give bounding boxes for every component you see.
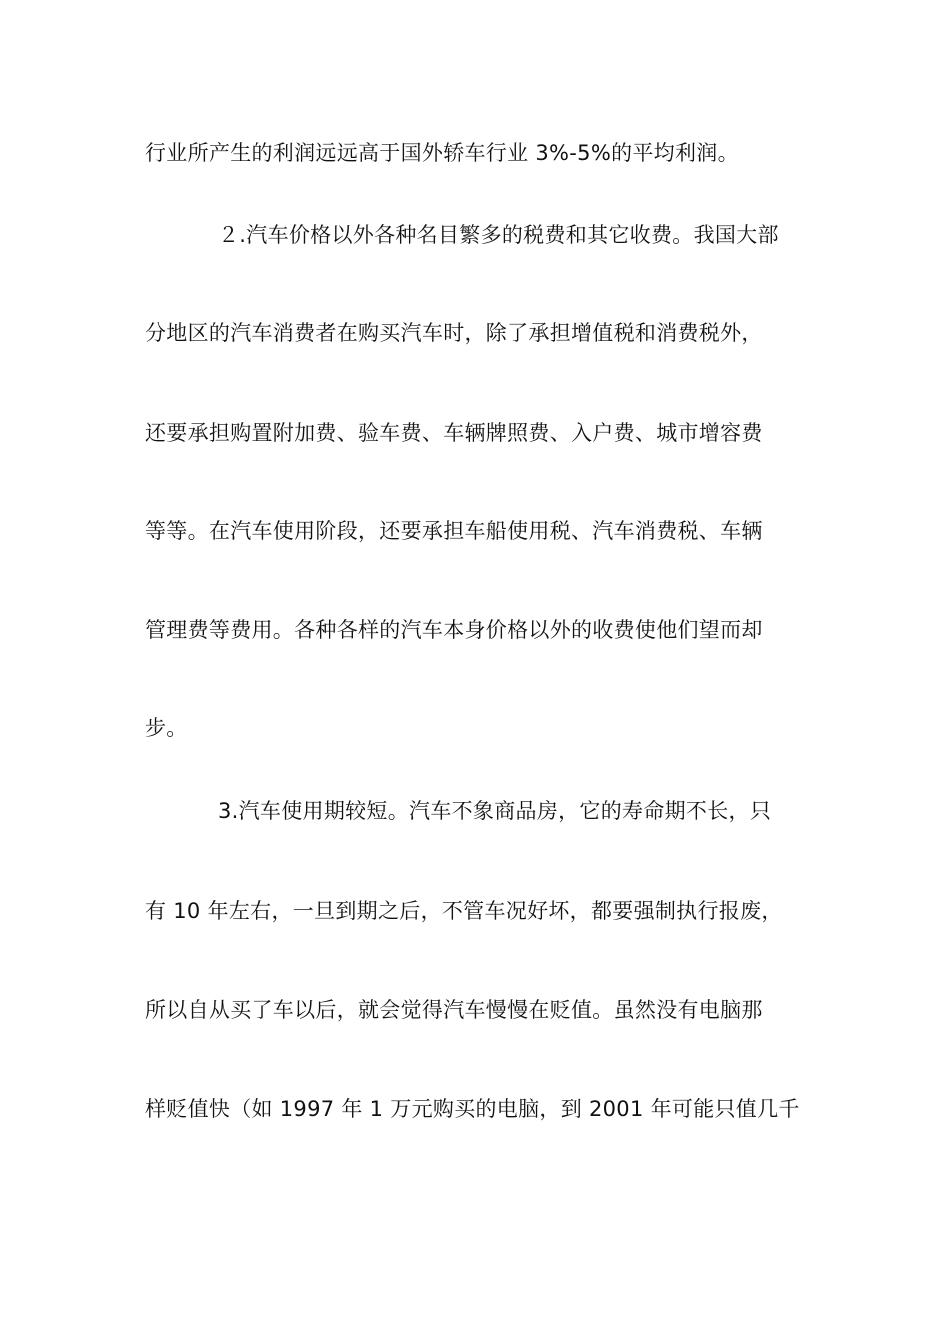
text-line: 所以自从买了车以后，就会觉得汽车慢慢在贬值。虽然没有电脑那: [145, 998, 763, 1022]
text-line: 步。: [145, 716, 188, 740]
text-line: ２.汽车价格以外各种名目繁多的税费和其它收费。我国大部: [218, 223, 779, 247]
text-line: 等等。在汽车使用阶段，还要承担车船使用税、汽车消费税、车辆: [145, 519, 763, 543]
text-line: 还要承担购置附加费、验车费、车辆牌照费、入户费、城市增容费: [145, 421, 763, 445]
text-line: 有 10 年左右，一旦到期之后，不管车况好坏，都要强制执行报废，: [145, 899, 783, 923]
text-line: 分地区的汽车消费者在购买汽车时，除了承担增值税和消费税外，: [145, 321, 763, 345]
text-line: 3.汽车使用期较短。汽车不象商品房，它的寿命期不长，只: [218, 799, 772, 823]
text-line: 管理费等费用。各种各样的汽车本身价格以外的收费使他们望而却: [145, 618, 763, 642]
text-line: 样贬值快（如 1997 年 1 万元购买的电脑，到 2001 年可能只值几千: [145, 1097, 800, 1121]
text-line: 行业所产生的利润远远高于国外轿车行业 3%-5%的平均利润。: [145, 141, 739, 165]
